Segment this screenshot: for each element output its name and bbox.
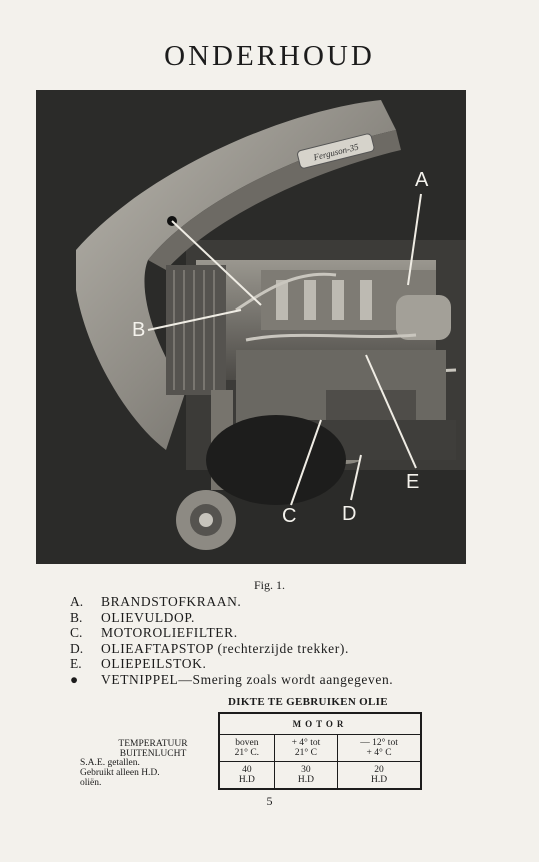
cell-line: H.D xyxy=(370,775,388,785)
callout-e-label: E xyxy=(406,471,420,493)
tractor-engine-illustration xyxy=(36,90,466,564)
cell-line: + 4° C xyxy=(366,748,392,758)
temperature-cell xyxy=(219,735,274,762)
oil-viscosity-table xyxy=(218,712,422,790)
legend-item xyxy=(70,625,393,641)
sae-cell xyxy=(274,762,337,790)
legend-item xyxy=(70,641,393,657)
legend-key: D. xyxy=(70,640,84,656)
temperature-cell xyxy=(274,735,337,762)
legend-key: C. xyxy=(70,625,83,640)
temperature-label xyxy=(92,739,214,759)
cell-line: 20 xyxy=(374,765,384,775)
hood-badge: Ferguson-35 xyxy=(312,141,360,163)
legend-item xyxy=(70,610,393,626)
figure-caption: Fig. 1. xyxy=(253,578,285,592)
engine-photo xyxy=(36,90,466,564)
legend-text: MOTOROLIEFILTER. xyxy=(101,625,238,640)
callout-c-label: C xyxy=(282,505,297,527)
sae-note xyxy=(80,758,212,788)
cell-line: 21° C. xyxy=(234,748,260,758)
page-title: ONDERHOUD xyxy=(164,40,375,72)
sae-cell xyxy=(219,762,274,790)
oil-table-title: DIKTE TE GEBRUIKEN OLIE xyxy=(228,696,388,708)
cell-line: 21° C xyxy=(294,748,317,758)
temperature-label-line: BUITENLUCHT xyxy=(119,749,187,759)
legend-item xyxy=(70,656,393,672)
sae-note-line: S.A.E. getallen. xyxy=(80,758,140,768)
legend-item xyxy=(70,594,393,610)
legend-text: BRANDSTOFKRAAN. xyxy=(101,594,242,609)
legend-text: OLIEVULDOP. xyxy=(101,609,195,625)
cell-line: 40 xyxy=(242,765,252,775)
legend-key: A. xyxy=(70,594,84,609)
temperature-cell xyxy=(338,735,421,762)
callout-d-label: D xyxy=(342,503,357,525)
cell-line: boven xyxy=(235,738,259,748)
legend-text: OLIEPEILSTOK. xyxy=(101,656,207,671)
sae-row xyxy=(219,762,421,790)
temperature-label-line: TEMPERATUUR xyxy=(118,739,188,749)
legend-key: E. xyxy=(70,656,82,671)
page-number: 5 xyxy=(266,794,273,808)
sae-note-line: Gebruikt alleen H.D. xyxy=(80,768,160,778)
cell-line: — 12° tot xyxy=(360,738,398,748)
legend-item xyxy=(70,672,393,688)
temperature-row xyxy=(219,735,421,762)
bullet-icon: ● xyxy=(70,671,79,687)
sae-note-line: oliën. xyxy=(80,778,102,788)
cell-line: H.D xyxy=(297,775,314,785)
cell-line: H.D xyxy=(238,775,255,785)
callout-b-label: B xyxy=(132,319,146,341)
sae-cell xyxy=(338,762,421,790)
legend-key: B. xyxy=(70,609,83,625)
callout-a-label: A xyxy=(415,169,429,191)
legend-text: VETNIPPEL—Smering zoals wordt aangegeven. xyxy=(101,671,394,687)
table-header-row xyxy=(219,713,421,735)
parts-legend xyxy=(70,594,393,687)
legend-text: OLIEAFTAPSTOP (rechterzijde trekker). xyxy=(101,640,349,656)
cell-line: + 4° tot xyxy=(291,738,321,748)
cell-line: 30 xyxy=(301,765,311,775)
motor-header: MOTOR xyxy=(219,713,421,735)
